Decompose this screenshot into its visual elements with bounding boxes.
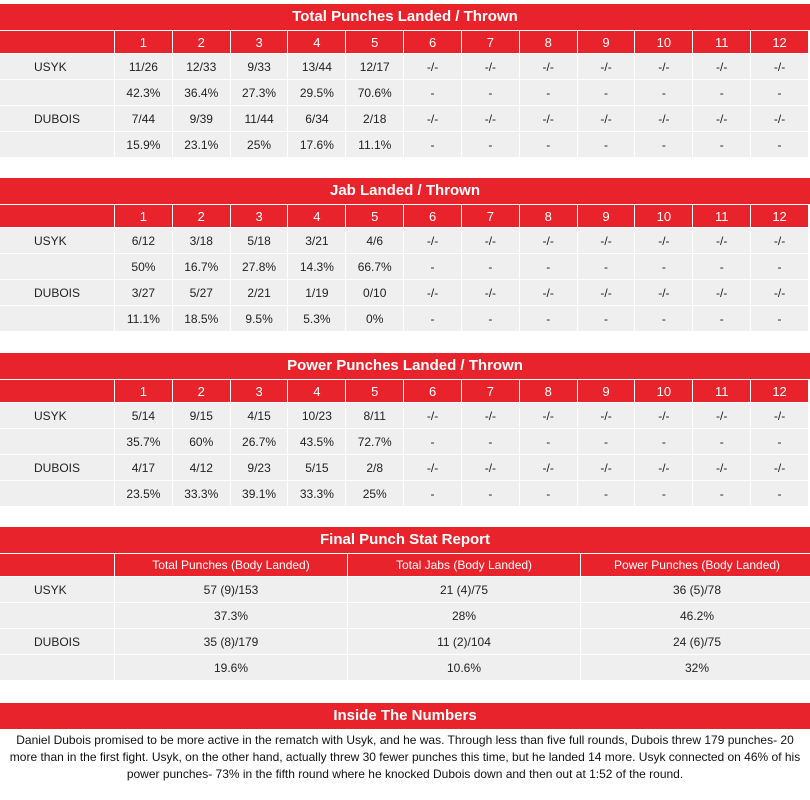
round-header-1: 1 [115, 205, 172, 227]
stat-cell: 6/12 [115, 228, 172, 253]
round-header-12: 12 [751, 31, 808, 53]
stat-cell: -/- [751, 403, 808, 428]
round-header-3: 3 [231, 380, 288, 402]
name-spacer-cell [0, 429, 114, 454]
pct-cell: 33.3% [288, 481, 345, 506]
pct-cell: - [751, 306, 808, 331]
pct-cell: - [520, 481, 577, 506]
pct-cell: - [520, 306, 577, 331]
power-punches-table [0, 379, 809, 507]
total-punches-section [0, 4, 810, 158]
stat-cell: 4/12 [173, 455, 230, 480]
pct-cell: - [578, 80, 635, 105]
round-header-12: 12 [751, 205, 808, 227]
pct-cell: 14.3% [288, 254, 345, 279]
stat-cell: 9/39 [173, 106, 230, 131]
pct-cell: 46.2% [581, 603, 810, 628]
table-row [0, 132, 808, 157]
power-punches-section [0, 353, 810, 507]
pct-cell: - [404, 132, 461, 157]
fighter-name: USYK [0, 54, 114, 79]
pct-cell: - [578, 254, 635, 279]
round-header-11: 11 [693, 380, 750, 402]
pct-cell: - [462, 80, 519, 105]
fighter-name: USYK [0, 403, 114, 428]
round-header-8: 8 [520, 205, 577, 227]
stat-cell: 4/17 [115, 455, 172, 480]
pct-cell: - [751, 429, 808, 454]
stat-cell: 4/15 [231, 403, 288, 428]
round-header-5: 5 [346, 205, 403, 227]
final-report-table [0, 553, 810, 681]
round-header-4: 4 [288, 380, 345, 402]
pct-cell: 32% [581, 655, 810, 680]
stat-cell: -/- [635, 106, 692, 131]
pct-cell: - [693, 132, 750, 157]
table-row [0, 54, 808, 79]
stat-cell: -/- [462, 455, 519, 480]
pct-cell: - [635, 132, 692, 157]
stat-cell: 5/14 [115, 403, 172, 428]
fighter-name: DUBOIS [0, 629, 114, 654]
pct-cell: - [635, 306, 692, 331]
pct-cell: 43.5% [288, 429, 345, 454]
fighter-name: DUBOIS [0, 106, 114, 131]
final-report-section [0, 527, 810, 681]
stat-cell: -/- [578, 54, 635, 79]
round-header-10: 10 [635, 31, 692, 53]
stat-cell: -/- [751, 106, 808, 131]
stat-cell: 2/18 [346, 106, 403, 131]
round-header-7: 7 [462, 205, 519, 227]
stat-cell: -/- [693, 280, 750, 305]
name-spacer-cell [0, 306, 114, 331]
round-header-5: 5 [346, 380, 403, 402]
round-header-4: 4 [288, 205, 345, 227]
pct-cell: 72.7% [346, 429, 403, 454]
pct-cell: 23.5% [115, 481, 172, 506]
pct-cell: 10.6% [348, 655, 580, 680]
pct-cell: 5.3% [288, 306, 345, 331]
stat-cell: 12/17 [346, 54, 403, 79]
round-header-row [0, 31, 808, 53]
round-header-2: 2 [173, 380, 230, 402]
pct-cell: - [751, 80, 808, 105]
round-header-10: 10 [635, 205, 692, 227]
pct-cell: 27.3% [231, 80, 288, 105]
pct-cell: - [520, 80, 577, 105]
pct-cell: - [635, 429, 692, 454]
pct-cell: - [693, 254, 750, 279]
pct-cell: 9.5% [231, 306, 288, 331]
pct-cell: 16.7% [173, 254, 230, 279]
stat-cell: 3/21 [288, 228, 345, 253]
stat-cell: -/- [635, 280, 692, 305]
round-header-9: 9 [578, 205, 635, 227]
round-header-8: 8 [520, 380, 577, 402]
fighter-name: USYK [0, 577, 114, 602]
stat-cell: 6/34 [288, 106, 345, 131]
stat-cell: 12/33 [173, 54, 230, 79]
stat-cell: -/- [578, 403, 635, 428]
stat-cell: -/- [578, 455, 635, 480]
pct-cell: 15.9% [115, 132, 172, 157]
round-header-4: 4 [288, 31, 345, 53]
stat-cell: -/- [520, 228, 577, 253]
round-header-row [0, 380, 808, 402]
stat-cell: 4/6 [346, 228, 403, 253]
stat-cell: 10/23 [288, 403, 345, 428]
pct-cell: 33.3% [173, 481, 230, 506]
stat-cell: 7/44 [115, 106, 172, 131]
pct-cell: - [462, 481, 519, 506]
table-row [0, 80, 808, 105]
stat-cell: -/- [404, 106, 461, 131]
stat-cell: -/- [462, 54, 519, 79]
pct-cell: - [462, 429, 519, 454]
pct-cell: 17.6% [288, 132, 345, 157]
pct-cell: 28% [348, 603, 580, 628]
stat-cell: -/- [404, 228, 461, 253]
stat-cell: 9/15 [173, 403, 230, 428]
stat-cell: -/- [462, 228, 519, 253]
pct-cell: - [635, 254, 692, 279]
round-header-3: 3 [231, 31, 288, 53]
round-header-7: 7 [462, 31, 519, 53]
pct-cell: - [404, 481, 461, 506]
pct-cell: - [462, 132, 519, 157]
pct-cell: 11.1% [346, 132, 403, 157]
pct-cell: 37.3% [115, 603, 347, 628]
name-spacer-cell [0, 254, 114, 279]
pct-cell: - [635, 481, 692, 506]
pct-cell: 19.6% [115, 655, 347, 680]
pct-cell: - [751, 254, 808, 279]
stat-cell: -/- [404, 403, 461, 428]
pct-cell: - [578, 481, 635, 506]
pct-cell: 27.8% [231, 254, 288, 279]
stat-cell: -/- [578, 228, 635, 253]
stat-cell: 5/18 [231, 228, 288, 253]
stat-cell: -/- [751, 455, 808, 480]
round-header-10: 10 [635, 380, 692, 402]
stat-cell: -/- [635, 403, 692, 428]
round-header-12: 12 [751, 380, 808, 402]
pct-cell: - [693, 80, 750, 105]
pct-cell: - [520, 429, 577, 454]
table-row [0, 429, 808, 454]
stat-cell: 24 (6)/75 [581, 629, 810, 654]
stat-cell: 9/23 [231, 455, 288, 480]
pct-cell: - [404, 254, 461, 279]
stat-cell: -/- [520, 403, 577, 428]
table-row [0, 481, 808, 506]
pct-cell: - [462, 254, 519, 279]
round-header-9: 9 [578, 380, 635, 402]
round-header-2: 2 [173, 31, 230, 53]
stat-cell: -/- [520, 455, 577, 480]
stat-cell: -/- [635, 228, 692, 253]
stat-cell: 36 (5)/78 [581, 577, 810, 602]
pct-cell: 70.6% [346, 80, 403, 105]
stat-cell: 0/10 [346, 280, 403, 305]
stat-cell: 3/18 [173, 228, 230, 253]
stat-cell: -/- [751, 54, 808, 79]
pct-cell: 25% [346, 481, 403, 506]
round-header-9: 9 [578, 31, 635, 53]
fighter-name: DUBOIS [0, 280, 114, 305]
round-header-1: 1 [115, 31, 172, 53]
jab-section [0, 178, 810, 332]
stat-cell: -/- [404, 455, 461, 480]
stat-cell: -/- [693, 403, 750, 428]
stat-cell: -/- [578, 106, 635, 131]
stat-cell: -/- [520, 54, 577, 79]
name-spacer-cell [0, 603, 114, 628]
header-blank-cell [0, 205, 114, 227]
final-dubois-pct-row [0, 655, 810, 680]
pct-cell: - [751, 132, 808, 157]
final-header-power: Power Punches (Body Landed) [581, 554, 810, 576]
name-spacer-cell [0, 80, 114, 105]
total-punches-table [0, 30, 809, 158]
inside-numbers-section [0, 703, 810, 783]
pct-cell: - [635, 80, 692, 105]
round-header-11: 11 [693, 31, 750, 53]
table-row [0, 280, 808, 305]
pct-cell: 11.1% [115, 306, 172, 331]
round-header-5: 5 [346, 31, 403, 53]
pct-cell: - [751, 481, 808, 506]
pct-cell: - [693, 429, 750, 454]
pct-cell: - [578, 429, 635, 454]
name-spacer-cell [0, 481, 114, 506]
final-report-title: Final Punch Stat Report [0, 527, 810, 553]
final-header-jabs: Total Jabs (Body Landed) [348, 554, 580, 576]
pct-cell: 29.5% [288, 80, 345, 105]
pct-cell: 42.3% [115, 80, 172, 105]
stat-cell: -/- [693, 54, 750, 79]
stat-cell: 11/44 [231, 106, 288, 131]
round-header-6: 6 [404, 380, 461, 402]
stat-cell: 5/27 [173, 280, 230, 305]
total-punches-title: Total Punches Landed / Thrown [0, 4, 810, 30]
stat-cell: -/- [751, 228, 808, 253]
round-header-6: 6 [404, 205, 461, 227]
round-header-7: 7 [462, 380, 519, 402]
header-blank-cell [0, 554, 114, 576]
stat-cell: -/- [635, 54, 692, 79]
final-dubois-counts-row [0, 629, 810, 654]
inside-numbers-title: Inside The Numbers [0, 703, 810, 729]
name-spacer-cell [0, 132, 114, 157]
stat-cell: -/- [462, 106, 519, 131]
stat-cell: 2/21 [231, 280, 288, 305]
table-row [0, 455, 808, 480]
pct-cell: 60% [173, 429, 230, 454]
pct-cell: 25% [231, 132, 288, 157]
round-header-6: 6 [404, 31, 461, 53]
pct-cell: 23.1% [173, 132, 230, 157]
pct-cell: 39.1% [231, 481, 288, 506]
pct-cell: - [404, 80, 461, 105]
final-usyk-pct-row [0, 603, 810, 628]
pct-cell: - [693, 306, 750, 331]
stat-cell: -/- [404, 280, 461, 305]
stat-cell: 35 (8)/179 [115, 629, 347, 654]
stat-cell: 3/27 [115, 280, 172, 305]
round-header-11: 11 [693, 205, 750, 227]
fighter-name: DUBOIS [0, 455, 114, 480]
stat-cell: -/- [404, 54, 461, 79]
stat-cell: 57 (9)/153 [115, 577, 347, 602]
stat-cell: -/- [520, 280, 577, 305]
table-row [0, 228, 808, 253]
pct-cell: 66.7% [346, 254, 403, 279]
table-row [0, 106, 808, 131]
pct-cell: 35.7% [115, 429, 172, 454]
stat-cell: 8/11 [346, 403, 403, 428]
round-header-row [0, 205, 808, 227]
jab-table [0, 204, 809, 332]
stat-cell: 21 (4)/75 [348, 577, 580, 602]
table-row [0, 403, 808, 428]
final-header-row [0, 554, 810, 576]
stat-cell: -/- [578, 280, 635, 305]
pct-cell: - [462, 306, 519, 331]
stat-cell: 11/26 [115, 54, 172, 79]
pct-cell: - [404, 429, 461, 454]
name-spacer-cell [0, 655, 114, 680]
pct-cell: 0% [346, 306, 403, 331]
stat-cell: -/- [693, 455, 750, 480]
inside-numbers-text: Daniel Dubois promised to be more active in the rematch with Usyk, and he was. Through less than five full rounds, Dubois threw 179 punches- 20 more than in the first fight. Usyk, on the other hand, actually threw 30 fewer punches this time, but he landed 14 more. Usyk connected on 46% of his power punches- 73% in the fifth round where he knocked Dubois down and then out at 1:52 of the round. [9, 733, 801, 781]
stat-cell: 1/19 [288, 280, 345, 305]
round-header-1: 1 [115, 380, 172, 402]
stat-cell: 13/44 [288, 54, 345, 79]
stat-cell: 11 (2)/104 [348, 629, 580, 654]
pct-cell: 26.7% [231, 429, 288, 454]
round-header-3: 3 [231, 205, 288, 227]
stat-cell: -/- [751, 280, 808, 305]
stat-cell: 9/33 [231, 54, 288, 79]
stat-cell: -/- [693, 106, 750, 131]
header-blank-cell [0, 31, 114, 53]
stat-cell: 2/8 [346, 455, 403, 480]
pct-cell: - [578, 306, 635, 331]
pct-cell: 36.4% [173, 80, 230, 105]
pct-cell: - [578, 132, 635, 157]
fighter-name: USYK [0, 228, 114, 253]
round-header-2: 2 [173, 205, 230, 227]
stat-cell: 5/15 [288, 455, 345, 480]
pct-cell: - [693, 481, 750, 506]
pct-cell: 50% [115, 254, 172, 279]
stat-cell: -/- [462, 280, 519, 305]
pct-cell: - [520, 132, 577, 157]
table-row [0, 306, 808, 331]
header-blank-cell [0, 380, 114, 402]
stat-cell: -/- [462, 403, 519, 428]
final-usyk-counts-row [0, 577, 810, 602]
pct-cell: - [520, 254, 577, 279]
table-row [0, 254, 808, 279]
pct-cell: 18.5% [173, 306, 230, 331]
pct-cell: - [404, 306, 461, 331]
jab-title: Jab Landed / Thrown [0, 178, 810, 204]
stat-cell: -/- [520, 106, 577, 131]
final-header-total: Total Punches (Body Landed) [115, 554, 347, 576]
stat-cell: -/- [693, 228, 750, 253]
power-punches-title: Power Punches Landed / Thrown [0, 353, 810, 379]
round-header-8: 8 [520, 31, 577, 53]
stat-cell: -/- [635, 455, 692, 480]
